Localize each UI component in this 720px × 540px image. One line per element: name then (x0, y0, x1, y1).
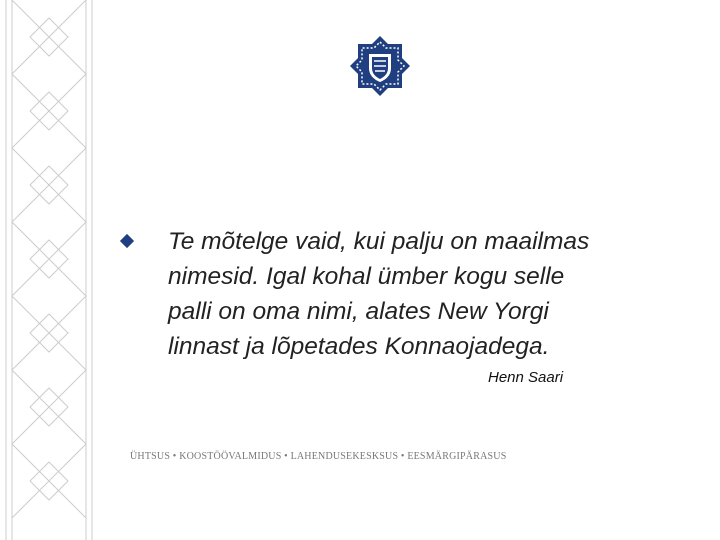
footer-motto: ÜHTSUS • KOOSTÖÖVALMIDUS • LAHENDUSEKESKSUS • EESMÄRGIPÄRASUS (130, 451, 507, 462)
quote-text: Te mõtelge vaid, kui palju on maailmas nimesid. Igal kohal ümber kogu selle palli on oma nimi, alates New Yorgi linnast ja lõpetades Konnaojadega. (168, 228, 590, 360)
quote-author: Henn Saari (488, 369, 564, 386)
diamond-bullet-icon (120, 234, 134, 248)
decorative-lattice-ornament (0, 0, 120, 540)
coat-of-arms-icon (348, 34, 412, 98)
